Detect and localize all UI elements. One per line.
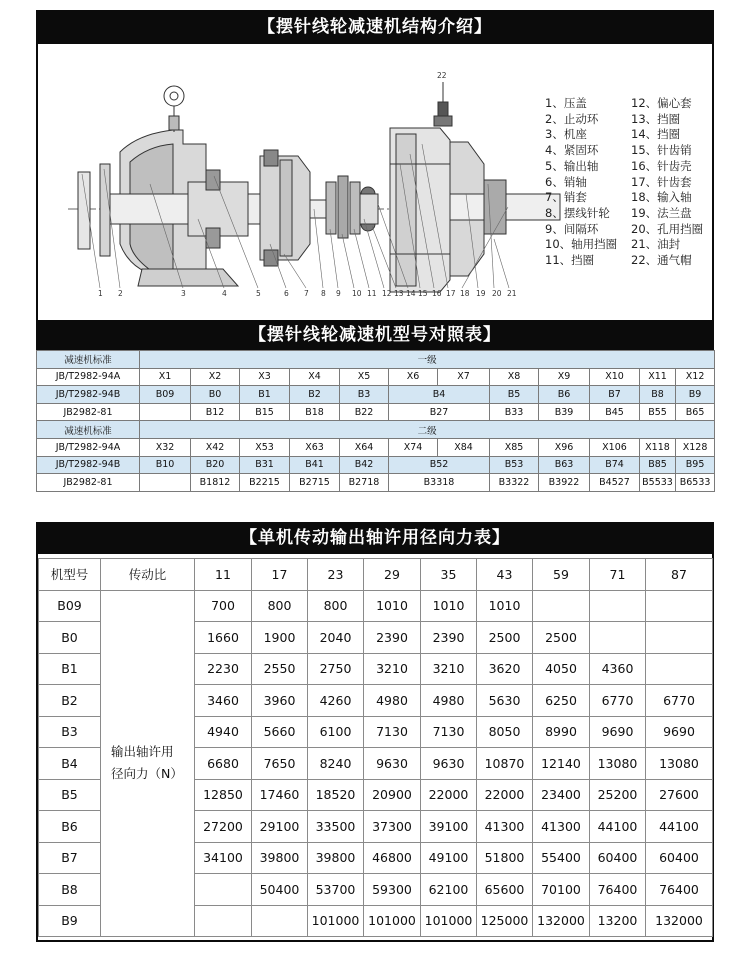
force-value-cell: 41300 [477,811,533,843]
force-value-cell: 7650 [252,748,308,780]
model-cell: B65 [676,403,715,421]
force-value-cell: 44100 [646,811,713,843]
model-cell: X5 [340,368,389,386]
model-cell: B2215 [240,474,290,492]
model-cell: X8 [490,368,539,386]
model-row [37,386,715,404]
model-cell: B2718 [340,474,389,492]
level-header-row [37,421,715,439]
legend-item: 15、针齿销 [631,143,692,158]
model-row [37,403,715,421]
legend-item: 13、挡圈 [631,111,681,126]
model-cell: B45 [590,403,640,421]
legend-item: 7、销套 [545,190,587,205]
model-cell: B41 [290,456,340,474]
model-row [37,438,715,456]
force-value-cell: 23400 [533,779,590,811]
model-cell: X84 [438,438,490,456]
legend-row [545,127,715,143]
model-cell: B1 [39,653,101,685]
parts-legend [545,96,715,269]
force-value-cell: 132000 [646,905,713,937]
model-cell: B5533 [640,474,676,492]
force-value-cell: 6770 [590,685,646,717]
part-number-label: 6 [284,289,289,298]
force-value-cell [195,905,252,937]
legend-row [545,96,715,112]
force-value-cell: 13080 [590,748,646,780]
force-value-cell: 4980 [364,685,421,717]
ratio-value-header: 35 [421,559,477,591]
part-number-label: 17 [446,289,456,298]
part-number-label: 21 [507,289,517,298]
force-value-cell: 22000 [421,779,477,811]
force-value-cell: 39800 [252,842,308,874]
force-value-cell: 3210 [364,653,421,685]
model-cell: B95 [676,456,715,474]
model-row [37,456,715,474]
force-value-cell [590,590,646,622]
radial-force-label-cell [101,590,195,937]
model-cell: B3322 [490,474,539,492]
force-value-cell: 2390 [364,622,421,654]
force-value-cell: 22000 [477,779,533,811]
model-cell: B52 [389,456,490,474]
model-cell: X63 [290,438,340,456]
part-number-label: 12 [382,289,392,298]
part-number-label: 9 [336,289,341,298]
model-cell: X6 [389,368,438,386]
force-value-cell [195,874,252,906]
model-cell: B0 [191,386,240,404]
force-value-cell: 55400 [533,842,590,874]
force-value-cell: 49100 [421,842,477,874]
ratio-value-header: 59 [533,559,590,591]
force-value-cell: 101000 [421,905,477,937]
legend-item: 6、销轴 [545,174,587,189]
legend-item: 11、挡圈 [545,253,595,268]
model-cell: B39 [539,403,590,421]
part-number-label: 15 [418,289,428,298]
part-number-label: 14 [406,289,416,298]
force-value-cell: 17460 [252,779,308,811]
model-cell: B3318 [389,474,490,492]
model-cell: X85 [490,438,539,456]
model-cell: B3 [39,716,101,748]
ratio-value-header: 23 [308,559,364,591]
force-value-cell: 3460 [195,685,252,717]
force-value-cell: 41300 [533,811,590,843]
model-cell: B0 [39,622,101,654]
force-value-cell: 125000 [477,905,533,937]
standard-label-cell: JB/T2982-94B [37,386,140,404]
part-number-label: 10 [352,289,362,298]
legend-row [545,206,715,222]
force-value-cell: 60400 [590,842,646,874]
force-value-cell: 34100 [195,842,252,874]
legend-item: 17、针齿套 [631,174,692,189]
legend-row [545,112,715,128]
legend-row [545,175,715,191]
force-value-cell: 101000 [364,905,421,937]
force-value-cell: 4260 [308,685,364,717]
model-cell: B7 [590,386,640,404]
force-value-cell: 12850 [195,779,252,811]
model-cell: B4527 [590,474,640,492]
force-value-cell: 65600 [477,874,533,906]
model-cell: X3 [240,368,290,386]
force-value-cell: 5630 [477,685,533,717]
force-value-cell: 44100 [590,811,646,843]
ratio-value-header: 17 [252,559,308,591]
force-value-cell: 70100 [533,874,590,906]
model-cell: B4 [39,748,101,780]
structure-diagram-panel [36,44,714,320]
model-cell: B27 [389,403,490,421]
force-value-cell: 4360 [590,653,646,685]
force-value-cell: 25200 [590,779,646,811]
part-number-label: 1 [98,289,103,298]
model-cell: B9 [676,386,715,404]
legend-item: 9、间隔环 [545,221,599,236]
model-cell: B42 [340,456,389,474]
force-value-cell: 10870 [477,748,533,780]
force-value-cell: 27600 [646,779,713,811]
model-cell: X106 [590,438,640,456]
model-cell: B09 [39,590,101,622]
model-row [37,368,715,386]
force-value-cell: 6100 [308,716,364,748]
standard-label-cell: JB/T2982-94B [37,456,140,474]
force-value-cell [646,590,713,622]
model-cell: X32 [140,438,191,456]
level-header-row [37,351,715,369]
model-cell: B6 [539,386,590,404]
legend-row [545,222,715,238]
force-value-cell: 1900 [252,622,308,654]
model-cell: X4 [290,368,340,386]
model-cell: X2 [191,368,240,386]
part-number-label: 18 [460,289,470,298]
legend-item: 2、止动环 [545,111,599,126]
ratio-value-header: 87 [646,559,713,591]
model-cell: B8 [640,386,676,404]
model-cell: X53 [240,438,290,456]
standard-label-cell: JB/T2982-94A [37,368,140,386]
model-cell: X11 [640,368,676,386]
force-value-cell [533,590,590,622]
force-header-row [39,559,713,591]
part-number-label: 19 [476,289,486,298]
legend-row [545,159,715,175]
force-value-cell: 6770 [646,685,713,717]
force-value-cell [252,905,308,937]
model-cell: B31 [240,456,290,474]
structure-section-title: 【摆针线轮减速机结构介绍】 [36,10,714,44]
force-value-cell [646,622,713,654]
model-cell: B55 [640,403,676,421]
legend-item: 19、法兰盘 [631,205,692,220]
force-value-cell: 60400 [646,842,713,874]
model-cell: B74 [590,456,640,474]
force-value-cell: 2500 [533,622,590,654]
model-cell: B18 [290,403,340,421]
model-cell: B5 [490,386,539,404]
model-header-cell: 机型号 [39,559,101,591]
legend-item: 12、偏心套 [631,96,692,110]
model-cell: X74 [389,438,438,456]
model-cell: B85 [640,456,676,474]
legend-row [545,237,715,253]
model-cell: B20 [191,456,240,474]
legend-item: 4、紧固环 [545,143,599,158]
callout-22-label: 22 [437,71,447,80]
model-cell: B1 [240,386,290,404]
force-value-cell: 8990 [533,716,590,748]
model-cell: B22 [340,403,389,421]
model-cell: B09 [140,386,191,404]
force-value-cell: 39800 [308,842,364,874]
radial-force-table [38,558,713,937]
force-value-cell: 6250 [533,685,590,717]
part-number-label: 20 [492,289,502,298]
legend-item: 1、压盖 [545,96,587,110]
model-cell: B15 [240,403,290,421]
model-cell: B10 [140,456,191,474]
model-cell: B6 [39,811,101,843]
force-value-cell: 2390 [421,622,477,654]
force-value-cell: 76400 [590,874,646,906]
force-value-cell: 3960 [252,685,308,717]
level-header-cell: 一级 [140,351,715,369]
standard-label-cell: JB/T2982-94A [37,438,140,456]
legend-row [545,253,715,269]
model-cell: B5 [39,779,101,811]
force-value-cell: 9630 [364,748,421,780]
model-cell: X118 [640,438,676,456]
force-value-cell: 2550 [252,653,308,685]
model-cell [140,403,191,421]
standard-label-cell: JB2982-81 [37,403,140,421]
force-value-cell: 9630 [421,748,477,780]
legend-item: 5、输出轴 [545,158,599,173]
force-value-cell: 4050 [533,653,590,685]
force-value-cell: 29100 [252,811,308,843]
force-value-cell: 8240 [308,748,364,780]
standard-label-cell: JB2982-81 [37,474,140,492]
legend-item: 16、针齿壳 [631,158,692,173]
legend-item: 18、输入轴 [631,190,692,205]
force-value-cell: 800 [252,590,308,622]
force-value-cell: 50400 [252,874,308,906]
force-value-cell: 13200 [590,905,646,937]
force-value-cell: 46800 [364,842,421,874]
part-number-label: 2 [118,289,123,298]
force-value-cell: 51800 [477,842,533,874]
radial-force-label-line: 输出轴许用 [111,744,174,760]
model-comparison-table [36,350,715,492]
force-value-cell: 6680 [195,748,252,780]
force-value-cell: 62100 [421,874,477,906]
force-value-cell: 800 [308,590,364,622]
ratio-header-cell: 传动比 [101,559,195,591]
standard-header-cell: 减速机标准 [37,351,140,369]
force-value-cell: 8050 [477,716,533,748]
force-value-cell: 2230 [195,653,252,685]
force-value-cell [646,653,713,685]
model-cell: B6533 [676,474,715,492]
model-cell: B9 [39,905,101,937]
radial-force-label-line: 径向力（N） [111,766,183,782]
force-value-cell: 13080 [646,748,713,780]
model-cell: X42 [191,438,240,456]
model-cell: B53 [490,456,539,474]
force-value-cell: 18520 [308,779,364,811]
part-number-label: 3 [181,289,186,298]
legend-item: 14、挡圈 [631,127,681,142]
force-value-cell: 37300 [364,811,421,843]
model-cell: B4 [389,386,490,404]
model-cell: B1812 [191,474,240,492]
model-cell: X96 [539,438,590,456]
part-number-label: 4 [222,289,227,298]
ratio-value-header: 43 [477,559,533,591]
legend-item: 22、通气帽 [631,253,692,268]
model-table-title: 【摆针线轮减速机型号对照表】 [36,320,714,350]
force-value-cell: 3620 [477,653,533,685]
standard-header-cell: 减速机标准 [37,421,140,439]
model-cell: B33 [490,403,539,421]
force-value-cell: 7130 [364,716,421,748]
ratio-value-header: 71 [590,559,646,591]
legend-row [545,143,715,159]
part-number-label: 13 [394,289,404,298]
ratio-value-header: 11 [195,559,252,591]
part-number-label: 16 [432,289,442,298]
ratio-value-header: 29 [364,559,421,591]
model-cell: B2715 [290,474,340,492]
part-number-label: 7 [304,289,309,298]
force-value-cell [590,622,646,654]
model-cell: X64 [340,438,389,456]
force-value-cell: 5660 [252,716,308,748]
force-row [39,590,713,622]
legend-item: 3、机座 [545,127,587,142]
force-value-cell: 7130 [421,716,477,748]
model-cell: B12 [191,403,240,421]
force-value-cell: 4980 [421,685,477,717]
force-value-cell: 101000 [308,905,364,937]
force-value-cell: 12140 [533,748,590,780]
model-cell: X9 [539,368,590,386]
force-value-cell: 1660 [195,622,252,654]
legend-item: 20、孔用挡圈 [631,221,704,236]
model-cell: B3922 [539,474,590,492]
legend-item: 10、轴用挡圈 [545,237,618,252]
radial-force-title: 【单机传动输出轴许用径向力表】 [36,522,714,554]
part-number-label: 8 [321,289,326,298]
legend-item: 8、摆线针轮 [545,205,610,220]
force-value-cell: 132000 [533,905,590,937]
force-value-cell: 3210 [421,653,477,685]
level-header-cell: 二级 [140,421,715,439]
part-number-label: 5 [256,289,261,298]
force-value-cell: 2500 [477,622,533,654]
force-value-cell: 76400 [646,874,713,906]
force-value-cell: 59300 [364,874,421,906]
model-cell: X7 [438,368,490,386]
model-cell [140,474,191,492]
force-value-cell: 9690 [646,716,713,748]
model-cell: B7 [39,842,101,874]
force-value-cell: 9690 [590,716,646,748]
model-cell: X1 [140,368,191,386]
model-cell: B63 [539,456,590,474]
model-cell: X128 [676,438,715,456]
model-row [37,474,715,492]
force-value-cell: 1010 [477,590,533,622]
model-cell: B2 [290,386,340,404]
model-cell: B2 [39,685,101,717]
model-cell: B3 [340,386,389,404]
legend-item: 21、油封 [631,237,681,252]
force-value-cell: 53700 [308,874,364,906]
force-value-cell: 39100 [421,811,477,843]
force-value-cell: 1010 [364,590,421,622]
model-cell: X12 [676,368,715,386]
model-cell: X10 [590,368,640,386]
part-number-label: 11 [367,289,377,298]
force-value-cell: 1010 [421,590,477,622]
legend-row [545,190,715,206]
force-value-cell: 4940 [195,716,252,748]
force-value-cell: 700 [195,590,252,622]
model-cell: B8 [39,874,101,906]
force-value-cell: 27200 [195,811,252,843]
force-value-cell: 2040 [308,622,364,654]
force-value-cell: 2750 [308,653,364,685]
force-value-cell: 20900 [364,779,421,811]
force-value-cell: 33500 [308,811,364,843]
